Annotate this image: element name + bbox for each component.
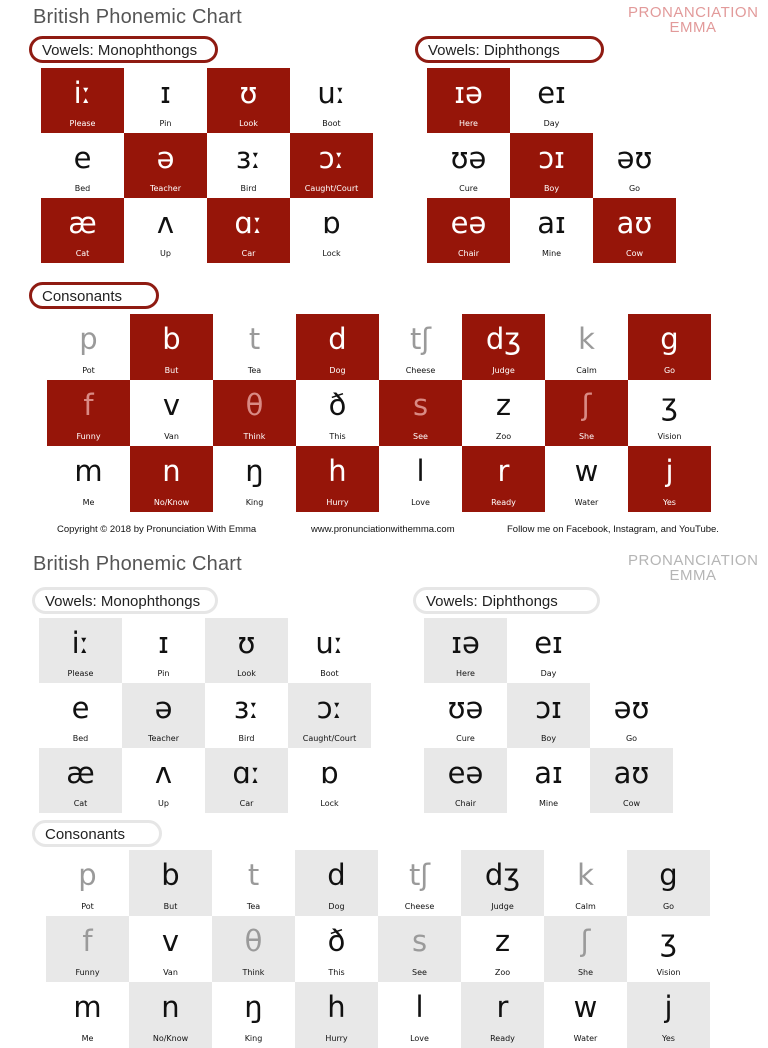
example-word: Dog [329,366,346,375]
example-word: Vision [657,432,682,441]
phoneme-symbol: b [161,858,180,892]
phoneme-cell [39,683,122,748]
phoneme-symbol: uː [317,76,346,110]
phoneme-symbol: ɪə [454,76,483,110]
phoneme-symbol: r [496,990,509,1024]
example-word: Teacher [147,734,180,743]
phoneme-symbol: iː [71,626,90,660]
example-word: Bed [72,734,89,743]
example-word: Judge [492,366,515,375]
phoneme-cell [212,982,295,1048]
example-word: Ready [491,498,516,507]
example-word: This [328,968,345,977]
phoneme-symbol: eə [447,756,484,790]
phoneme-symbol: n [161,990,180,1024]
phoneme-symbol: d [328,322,347,356]
example-word: Lock [320,799,339,808]
phoneme-cell [213,446,296,512]
example-word: Calm [575,902,596,911]
phoneme-symbol: ð [327,924,346,958]
phoneme-cell [288,748,371,813]
example-word: Look [239,119,258,128]
example-word: Here [456,669,475,678]
phoneme-symbol: θ [244,924,263,958]
example-word: Judge [491,902,514,911]
example-word: Up [158,799,169,808]
example-word: Car [241,249,256,258]
phoneme-cell [290,133,373,198]
phoneme-cell [296,446,379,512]
phoneme-cell [295,982,378,1048]
example-word: Go [628,184,641,193]
example-word: Me [81,1034,94,1043]
phoneme-symbol: ʊ [239,76,258,110]
phoneme-cell [47,314,130,380]
phoneme-symbol: ŋ [244,990,263,1024]
phoneme-cell [378,850,461,916]
phoneme-cell [593,198,676,263]
phoneme-symbol: z [494,924,511,958]
phoneme-symbol: ʊə [450,141,487,175]
phoneme-symbol: h [327,990,346,1024]
phoneme-symbol: g [659,858,678,892]
phoneme-symbol: l [416,454,425,488]
example-word: This [329,432,346,441]
phoneme-symbol: ʃ [580,924,591,958]
phoneme-symbol: ɪ [160,76,171,110]
phoneme-symbol: r [497,454,510,488]
phoneme-cell [130,380,213,446]
section-label-diphthongs: Vowels: Diphthongs [413,587,600,614]
example-word: Please [67,669,94,678]
example-word: Cat [75,249,90,258]
example-word: She [578,432,595,441]
phoneme-symbol: æ [66,756,95,790]
example-word: But [163,902,178,911]
example-word: Look [237,669,256,678]
phoneme-symbol: əʊ [613,691,650,725]
phoneme-symbol: ʊ [237,626,256,660]
example-word: Yes [663,498,676,507]
logo-line-1: PRONANCIATION [628,552,759,569]
example-word: Cat [73,799,88,808]
phoneme-symbol: ŋ [245,454,264,488]
example-word: Up [160,249,171,258]
phoneme-symbol: m [74,454,103,488]
footer-social: Follow me on Facebook, Instagram, and YouTube. [507,524,719,535]
phoneme-cell [47,380,130,446]
phoneme-cell [628,446,711,512]
example-word: But [164,366,179,375]
example-word: Pin [157,669,170,678]
phoneme-symbol: ʃ [581,388,592,422]
phoneme-cell [39,618,122,683]
phoneme-symbol: w [573,990,598,1024]
phoneme-symbol: ʌ [156,206,175,240]
page-title: British Phonemic Chart [33,553,242,575]
example-word: Ready [490,1034,515,1043]
phoneme-symbol: tʃ [409,322,432,356]
phoneme-cell [628,380,711,446]
phoneme-cell [205,683,288,748]
example-word: Go [662,902,675,911]
phoneme-cell [510,198,593,263]
example-word: Funny [75,968,100,977]
phoneme-cell [122,618,205,683]
example-word: See [412,968,427,977]
section-label-consonants: Consonants [32,820,162,847]
phoneme-cell [379,314,462,380]
example-word: Bird [238,734,255,743]
phoneme-cell [544,982,627,1048]
example-word: Yes [662,1034,675,1043]
phoneme-cell [427,198,510,263]
phoneme-symbol: aɪ [537,206,566,240]
phoneme-cell [124,198,207,263]
phoneme-symbol: æ [68,206,97,240]
phoneme-symbol: ə [156,141,175,175]
phoneme-cell [205,618,288,683]
phoneme-cell [207,198,290,263]
phoneme-cell [545,380,628,446]
phoneme-symbol: ɑː [232,756,261,790]
example-word: Go [663,366,676,375]
example-word: Pot [82,366,95,375]
phoneme-cell [507,618,590,683]
example-word: Boot [320,669,339,678]
example-word: Chair [454,799,477,808]
phoneme-cell [462,314,545,380]
example-word: Calm [576,366,597,375]
phoneme-cell [544,916,627,982]
example-word: Day [540,669,557,678]
phoneme-symbol: p [79,322,98,356]
phoneme-cell [212,850,295,916]
example-word: Bird [240,184,257,193]
phoneme-cell [288,683,371,748]
phoneme-symbol: k [578,322,595,356]
example-word: Funny [76,432,101,441]
phoneme-symbol: ɒ [322,206,341,240]
phoneme-cell [627,982,710,1048]
example-word: Love [411,498,430,507]
footer-copyright: Copyright © 2018 by Pronunciation With Emma [57,524,257,535]
phoneme-symbol: p [78,858,97,892]
phoneme-cell [424,618,507,683]
example-word: King [244,1034,263,1043]
phoneme-symbol: s [412,388,429,422]
example-word: Here [459,119,478,128]
phoneme-symbol: ɪ [158,626,169,660]
phoneme-cell [510,68,593,133]
phoneme-symbol: d [327,858,346,892]
phoneme-cell [288,618,371,683]
phoneme-cell [290,68,373,133]
phoneme-symbol: aʊ [613,756,650,790]
example-word: Tea [246,902,261,911]
example-word: Hurry [325,1034,348,1043]
phoneme-symbol: dʒ [484,858,521,892]
example-word: Go [625,734,638,743]
phoneme-cell [213,314,296,380]
phoneme-symbol: f [83,388,94,422]
phoneme-symbol: dʒ [485,322,522,356]
phoneme-symbol: w [574,454,599,488]
phoneme-cell [510,133,593,198]
example-word: Tea [247,366,262,375]
phoneme-cell [41,133,124,198]
phoneme-symbol: ɔɪ [535,691,562,725]
phoneme-symbol: b [162,322,181,356]
phoneme-cell [295,916,378,982]
phoneme-symbol: t [247,858,260,892]
phoneme-symbol: ɒ [320,756,339,790]
phoneme-symbol: l [415,990,424,1024]
phoneme-symbol: eə [450,206,487,240]
logo-line-2: EMMA [669,19,717,36]
phoneme-cell [424,683,507,748]
phoneme-cell [462,446,545,512]
example-word: Water [573,1034,598,1043]
phoneme-cell [124,68,207,133]
example-word: No/Know [152,1034,189,1043]
example-word: Hurry [326,498,349,507]
phoneme-cell [627,850,710,916]
example-word: Chair [457,249,480,258]
example-word: Cure [456,734,475,743]
phoneme-cell [378,982,461,1048]
phoneme-symbol: v [161,924,180,958]
logo-line-2: EMMA [669,567,717,584]
example-word: She [577,968,594,977]
phoneme-symbol: ɑː [234,206,263,240]
phoneme-symbol: ə [154,691,173,725]
example-word: Lock [322,249,341,258]
phoneme-cell [379,446,462,512]
phoneme-cell [205,748,288,813]
phoneme-symbol: s [411,924,428,958]
phoneme-cell [122,683,205,748]
phoneme-cell [427,68,510,133]
phoneme-cell [545,446,628,512]
phoneme-cell [296,380,379,446]
phoneme-cell [545,314,628,380]
phoneme-cell [590,748,673,813]
phoneme-symbol: eɪ [537,76,566,110]
phoneme-symbol: g [660,322,679,356]
example-word: Mine [541,249,562,258]
phoneme-symbol: ɔɪ [538,141,565,175]
phoneme-cell [129,850,212,916]
example-word: Caught/Court [304,184,359,193]
section-label-diphthongs: Vowels: Diphthongs [415,36,604,63]
phoneme-cell [124,133,207,198]
example-word: King [245,498,264,507]
phoneme-symbol: iː [73,76,92,110]
phoneme-symbol: ɪə [451,626,480,660]
phoneme-symbol: tʃ [408,858,431,892]
phoneme-cell [207,133,290,198]
phoneme-cell [290,198,373,263]
example-word: Boy [540,734,557,743]
logo [628,553,758,583]
phoneme-cell [461,982,544,1048]
example-word: See [413,432,428,441]
phoneme-cell [379,380,462,446]
phoneme-cell [461,916,544,982]
example-word: Cow [622,799,641,808]
phoneme-symbol: h [328,454,347,488]
phoneme-symbol: j [664,990,673,1024]
phoneme-symbol: eɪ [534,626,563,660]
phoneme-cell [122,748,205,813]
example-word: Me [82,498,95,507]
example-word: Boot [322,119,341,128]
phoneme-symbol: f [82,924,93,958]
section-label-monophthongs: Vowels: Monophthongs [32,587,218,614]
phoneme-cell [129,982,212,1048]
example-word: Cheese [404,902,435,911]
phoneme-symbol: aɪ [534,756,563,790]
example-word: Think [243,432,266,441]
example-word: Mine [538,799,559,808]
phoneme-symbol: v [162,388,181,422]
example-word: Day [543,119,560,128]
phoneme-cell [207,68,290,133]
phoneme-symbol: ɔː [316,691,343,725]
phoneme-cell [378,916,461,982]
example-word: Vision [656,968,681,977]
example-word: Cheese [405,366,436,375]
phoneme-symbol: z [495,388,512,422]
page-title: British Phonemic Chart [33,6,242,28]
phoneme-cell [462,380,545,446]
phoneme-cell [212,916,295,982]
phoneme-cell [590,683,673,748]
phoneme-cell [39,748,122,813]
phoneme-symbol: k [577,858,594,892]
footer-website: www.pronunciationwithemma.com [311,524,455,535]
example-word: Teacher [149,184,182,193]
phoneme-cell [47,446,130,512]
example-word: Cow [625,249,644,258]
phoneme-symbol: ɔː [318,141,345,175]
example-word: Love [410,1034,429,1043]
phoneme-cell [507,683,590,748]
phoneme-symbol: ɜː [235,141,262,175]
phoneme-cell [628,314,711,380]
phoneme-symbol: ɜː [233,691,260,725]
phoneme-symbol: uː [315,626,344,660]
example-word: Van [163,968,178,977]
phoneme-cell [507,748,590,813]
phoneme-symbol: θ [245,388,264,422]
example-word: Zoo [495,432,512,441]
phoneme-cell [424,748,507,813]
phoneme-symbol: e [71,691,90,725]
example-word: Van [164,432,179,441]
example-word: Boy [543,184,560,193]
phoneme-cell [46,850,129,916]
example-word: Think [242,968,265,977]
phoneme-symbol: ʒ [661,388,678,422]
phoneme-symbol: əʊ [616,141,653,175]
phoneme-symbol: m [73,990,102,1024]
logo [628,5,758,35]
phoneme-cell [130,314,213,380]
example-word: Cure [459,184,478,193]
example-word: Caught/Court [302,734,357,743]
phoneme-cell [461,850,544,916]
example-word: Pin [159,119,172,128]
example-word: Bed [74,184,91,193]
section-label-monophthongs: Vowels: Monophthongs [29,36,218,63]
phoneme-cell [427,133,510,198]
phoneme-cell [627,916,710,982]
example-word: Please [69,119,96,128]
phoneme-cell [544,850,627,916]
phoneme-cell [130,446,213,512]
example-word: Car [239,799,254,808]
example-word: Pot [81,902,94,911]
phoneme-cell [41,198,124,263]
phoneme-symbol: aʊ [616,206,653,240]
example-word: Dog [328,902,345,911]
example-word: No/Know [153,498,190,507]
phoneme-symbol: j [665,454,674,488]
example-word: Zoo [494,968,511,977]
phoneme-symbol: ʌ [154,756,173,790]
logo-line-1: PRONANCIATION [628,4,759,21]
phoneme-cell [296,314,379,380]
phoneme-cell [593,133,676,198]
phoneme-cell [41,68,124,133]
section-label-consonants: Consonants [29,282,159,309]
phoneme-symbol: ʊə [447,691,484,725]
phoneme-symbol: ʒ [660,924,677,958]
example-word: Water [574,498,599,507]
phoneme-symbol: n [162,454,181,488]
phoneme-cell [129,916,212,982]
phoneme-symbol: ð [328,388,347,422]
phoneme-cell [46,982,129,1048]
phoneme-cell [295,850,378,916]
phoneme-symbol: e [73,141,92,175]
phoneme-symbol: t [248,322,261,356]
phoneme-cell [213,380,296,446]
phoneme-cell [46,916,129,982]
